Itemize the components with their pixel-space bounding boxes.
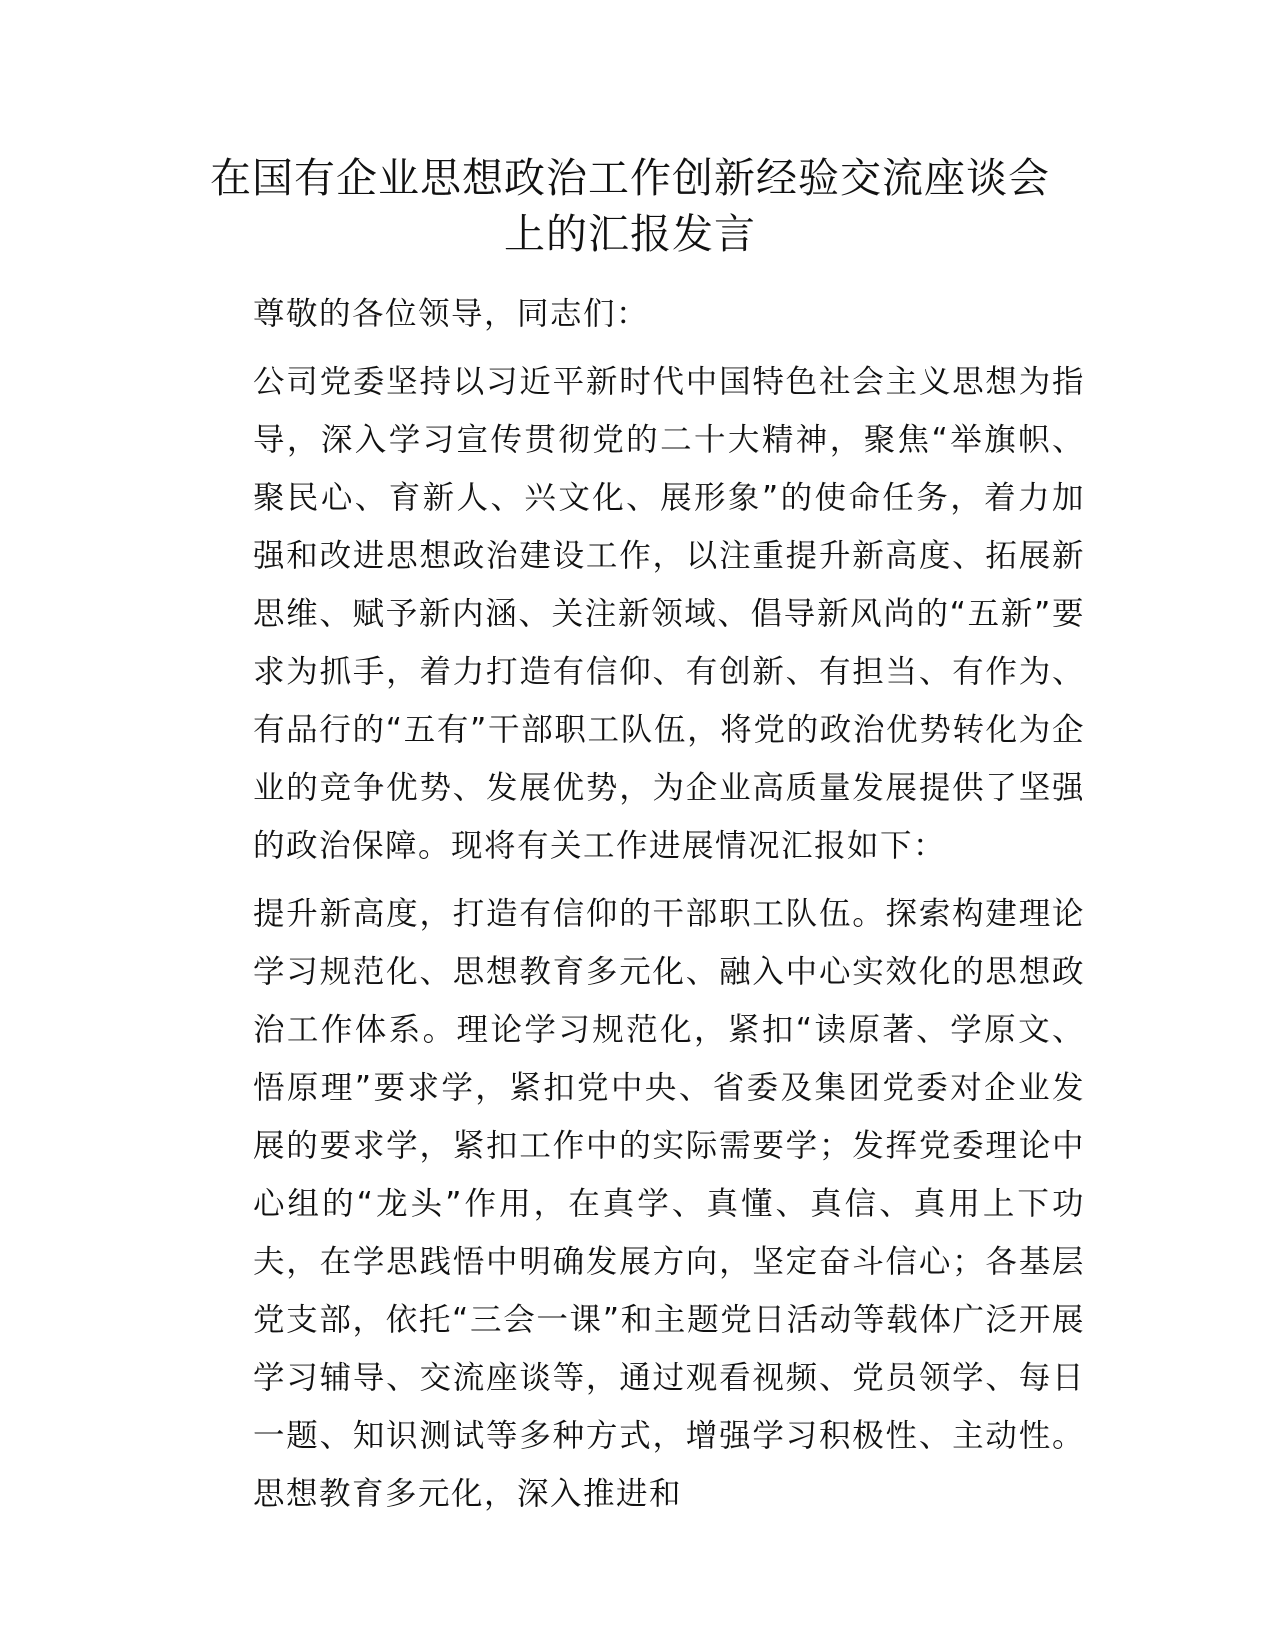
- paragraph-section-1: 提升新高度，打造有信仰的干部职工队伍。探索构建理论学习规范化、思想教育多元化、融入中心实效化的思想政治工作体系。理论学习规范化，紧扣“读原著、学原文、悟原理”要求学，紧扣党中央、省委及集团党委对企业发展的要求学，紧扣工作中的实际需要学；发挥党委理论中心组的“龙头”作用，在真学、真懂、真信、真用上下功夫，在学思践悟中明确发展方向，坚定奋斗信心；各基层党支部，依托“三会一课”和主题党日活动等载体广泛开展学习辅导、交流座谈等，通过观看视频、党员领学、每日一题、知识测试等多种方式，增强学习积极性、主动性。思想教育多元化，深入推进和: [253, 896, 1085, 1512]
- title-line-1: 在国有企业思想政治工作创新经验交流座谈会: [210, 154, 1050, 202]
- document-title: [180, 150, 1080, 262]
- document-body: [187, 285, 1085, 1523]
- paragraph-intro: 公司党委坚持以习近平新时代中国特色社会主义思想为指导，深入学习宣传贯彻党的二十大精神，聚焦“举旗帜、聚民心、育新人、兴文化、展形象”的使命任务，着力加强和改进思想政治建设工作，以注重提升新高度、拓展新思维、赋予新内涵、关注新领域、倡导新风尚的“五新”要求为抓手，着力打造有信仰、有创新、有担当、有作为、有品行的“五有”干部职工队伍，将党的政治优势转化为企业的竞争优势、发展优势，为企业高质量发展提供了坚强的政治保障。现将有关工作进展情况汇报如下：: [253, 364, 1085, 864]
- title-line-2: 上的汇报发言: [504, 210, 756, 258]
- salutation: 尊敬的各位领导，同志们：: [253, 296, 650, 332]
